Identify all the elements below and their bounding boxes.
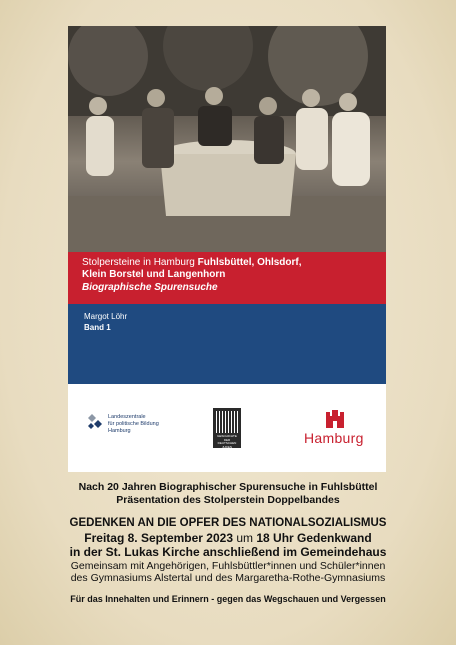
announcement-line-2: Präsentation des Stolperstein Doppelbandes xyxy=(116,494,340,506)
hamburg-crest-icon xyxy=(324,406,346,430)
cover-subtitle: Biographische Spurensuche xyxy=(82,282,218,293)
event-time-connector: um xyxy=(233,531,257,545)
participants-line-2: des Gymnasiums Alstertal und des Margaretha-Rothe-Gymnasiums xyxy=(70,572,386,584)
event-date: Freitag 8. September 2023 xyxy=(84,531,233,545)
volume-label: Band 1 xyxy=(84,323,111,332)
series-title-line1 xyxy=(82,257,302,269)
participants-line-1: Gemeinsam mit Angehörigen, Fuhlsbüttler*innen und Schüler*innen xyxy=(70,560,386,572)
closing-motto: Für das Innehalten und Erinnern - gegen das Wegschauen und Vergessen xyxy=(70,594,386,604)
event-date-line xyxy=(0,531,456,545)
author-band xyxy=(68,304,386,384)
announcement-line-1: Nach 20 Jahren Biographischer Spurensuche in Fuhlsbüttel xyxy=(78,481,378,493)
author-name: Margot Löhr xyxy=(84,312,128,321)
event-time-location: 18 Uhr Gedenkwand xyxy=(256,531,372,545)
hamburg-wordmark: Hamburg xyxy=(304,430,364,446)
title-band xyxy=(68,252,386,304)
sponsor-logos xyxy=(68,384,386,472)
series-places-2: Klein Borstel und Langenhorn xyxy=(82,269,226,280)
announcement-headline: GEDENKEN AN DIE OPFER DES NATIONALSOZIALISMUS xyxy=(69,517,387,529)
series-places-1: Fuhlsbüttel, Ohlsdorf, xyxy=(197,257,302,268)
event-venue: in der St. Lukas Kirche anschließend im Gemeindehaus xyxy=(69,545,387,559)
stripes-icon xyxy=(216,411,238,433)
juden-history-text: GESCHICHTE DER DEUTSCHEN JUDEN xyxy=(217,434,237,449)
juden-history-logo xyxy=(213,408,241,448)
landeszentrale-logo-icon xyxy=(86,412,104,430)
series-prefix: Stolpersteine in Hamburg xyxy=(82,257,195,268)
historic-group-photo xyxy=(68,26,386,252)
landeszentrale-text: Landeszentrale für politische Bildung Hamburg xyxy=(108,414,159,434)
